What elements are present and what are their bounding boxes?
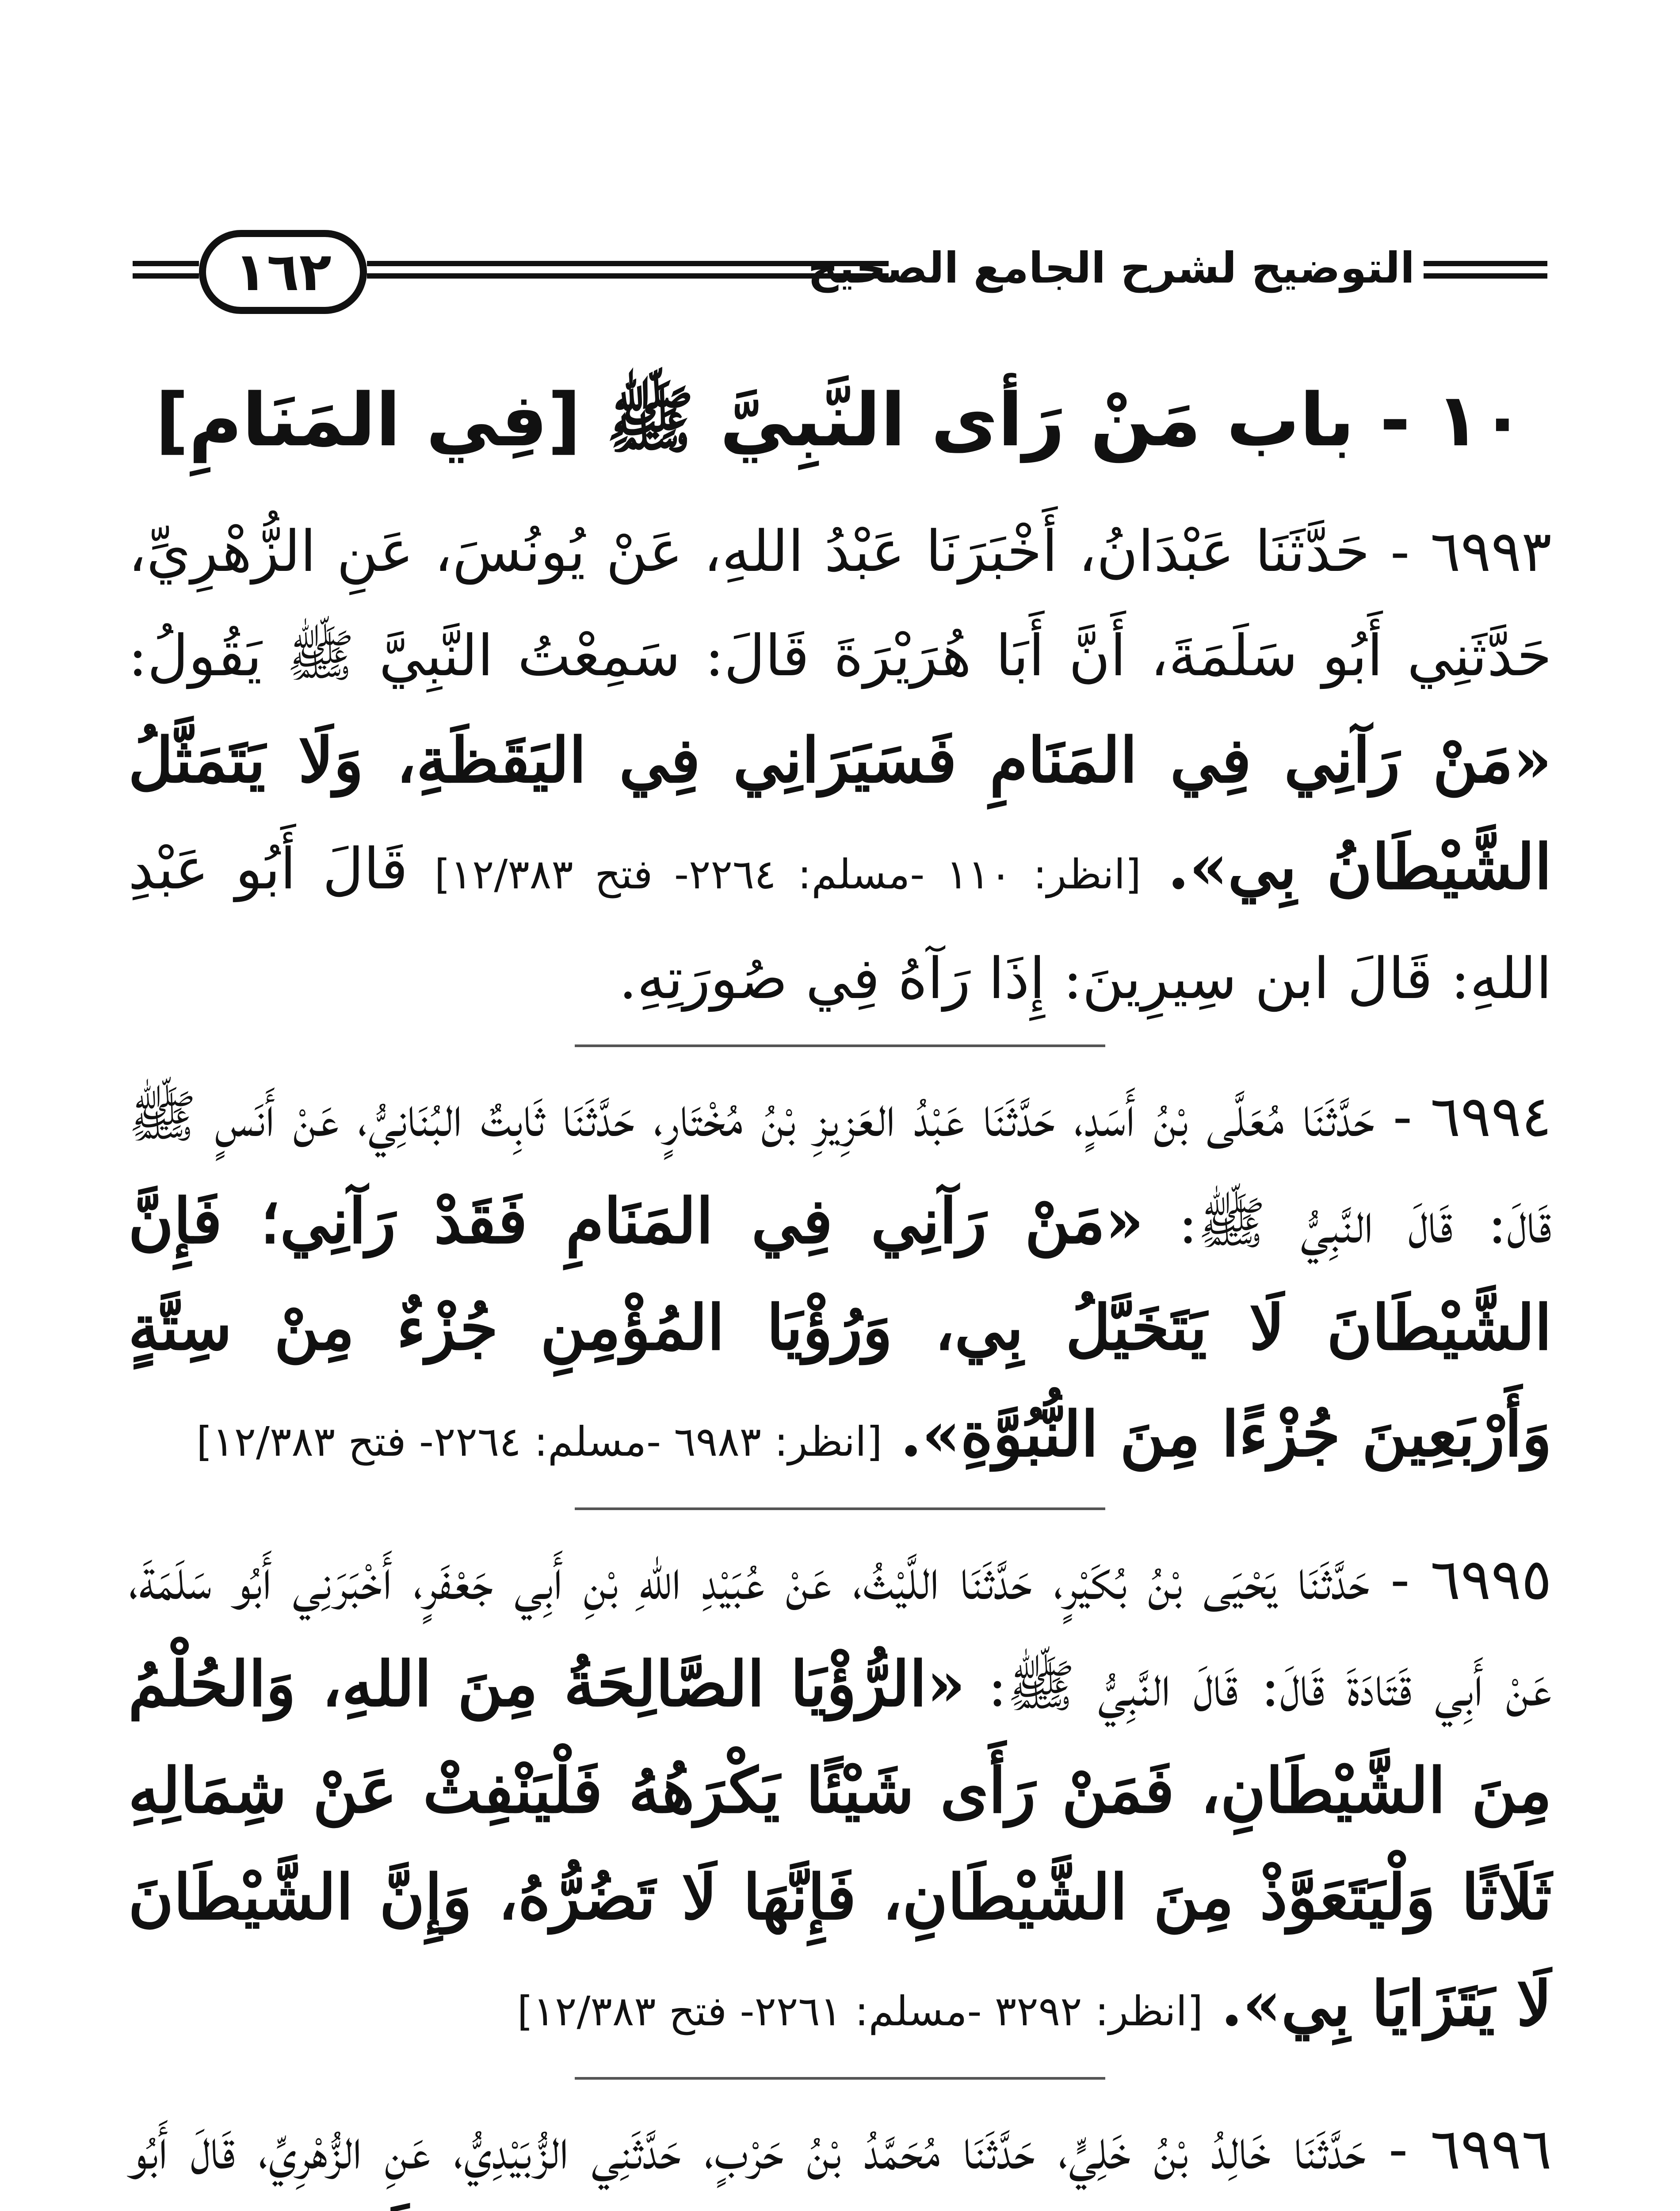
book-title: التوضيح لشرح الجامع الصحيح xyxy=(808,243,1415,293)
hadith-note: قَالَ أَبُو عَبْدِ اللهِ: قَالَ ابن سِيرِينَ: إِذَا رَآهُ فِي صُورَتِهِ. xyxy=(128,836,1552,1012)
hadith-6995 xyxy=(128,1528,1552,2064)
page-number: ١٦٢ xyxy=(199,230,367,314)
hadith-6993 xyxy=(128,500,1552,1031)
header-rule-right xyxy=(1424,261,1547,279)
hadith-isnad: - حَدَّثَنَا يَحْيَى بْنُ بُكَيْرٍ، حَدَّثَنَا اللَّيْثُ، عَنْ عُبَيْدِ اللهِ بْنِ أَبِي جَعْفَرٍ، أَخْبَرَنِي أَبُو سَلَمَةَ، عَنْ أَبِي قَتَادَةَ قَالَ: قَالَ النَّبِيُّ ﷺ: xyxy=(128,1547,1552,1719)
hadith-reference: [انظر: ٦٩٨٣ -مسلم: ٢٢٦٤- فتح ١٢/٣٨٣] xyxy=(196,1418,882,1465)
hadith-6994 xyxy=(128,1065,1552,1494)
hadith-matn: «الرُّؤْيَا الصَّالِحَةُ مِنَ اللهِ، وَالحُلْمُ مِنَ الشَّيْطَانِ، فَمَنْ رَأَى شَيْئًا يَكْرَهُهُ فَلْيَنْفِثْ عَنْ شِمَالِهِ ثَلَاثًا وَلْيَتَعَوَّذْ مِنَ الشَّيْطَانِ، فَإِنَّهَا لَا تَضُرُّهُ، وَإِنَّ الشَّيْطَانَ لَا يَتَزَايَا بِي». xyxy=(128,1648,1552,2040)
hadith-divider xyxy=(575,1044,1105,1047)
hadith-number: ٦٩٩٦ xyxy=(1430,2116,1552,2182)
hadith-number: ٦٩٩٣ xyxy=(1430,519,1552,585)
hadith-isnad: - حَدَّثَنَا خَالِدُ بْنُ خَلِيٍّ، حَدَّثَنَا مُحَمَّدُ بْنُ حَرْبٍ، حَدَّثَنِي الزُّبَيْدِيُّ، عَنِ الزُّهْرِيِّ، قَالَ أَبُو xyxy=(128,2116,1408,2182)
hadith-isnad: - حَدَّثَنَا عَبْدَانُ، أَخْبَرَنَا عَبْدُ اللهِ، عَنْ يُونُسَ، عَنِ الزُّهْرِيِّ، حَدَّثَنِي أَبُو سَلَمَةَ، أَنَّ أَبَا هُرَيْرَةَ قَالَ: سَمِعْتُ النَّبِيَّ ﷺ يَقُولُ: xyxy=(128,519,1552,689)
hadith-isnad: - حَدَّثَنَا مُعَلَّى بْنُ أَسَدٍ، حَدَّثَنَا عَبْدُ العَزِيزِ بْنُ مُخْتَارٍ، حَدَّثَنَا ثَابِتٌ البُنَانِيُّ، عَنْ أَنَسٍ ﷺ قَالَ: قَالَ النَّبِيُّ ﷺ: xyxy=(128,1084,1552,1256)
running-header xyxy=(133,230,1547,318)
hadith-reference: [انظر: ١١٠ -مسلم: ٢٢٦٤- فتح ١٢/٣٨٣] xyxy=(434,851,1142,898)
hadith-6996 xyxy=(128,2097,1552,2211)
hadith-number: ٦٩٩٥ xyxy=(1430,1547,1552,1613)
chapter-heading: ١٠ - باب مَنْ رَأى النَّبِيَّ ﷺ [فِي المَنَامِ] xyxy=(155,378,1525,463)
hadith-number: ٦٩٩٤ xyxy=(1430,1084,1552,1150)
hadith-reference: [انظر: ٣٢٩٢ -مسلم: ٢٢٦١- فتح ١٢/٣٨٣] xyxy=(517,1988,1203,2035)
hadith-divider xyxy=(575,1507,1105,1510)
hadith-divider xyxy=(575,2077,1105,2080)
hadith-matn: «مَنْ رَآنِي فِي المَنَامِ فَقَدْ رَآنِي؛ فَإِنَّ الشَّيْطَانَ لَا يَتَخَيَّلُ بِي، وَرُؤْيَا المُؤْمِنِ جُزْءٌ مِنْ سِتَّةٍ وَأَرْبَعِينَ جُزْءًا مِنَ النُّبُوَّةِ». xyxy=(128,1185,1552,1471)
hadith-matn: «مَنْ رَآنِي فِي المَنَامِ فَسَيَرَانِي فِي اليَقَظَةِ، وَلَا يَتَمَثَّلُ الشَّيْطَانُ بِي». xyxy=(128,724,1552,903)
header-rule-left xyxy=(133,261,199,279)
page-body xyxy=(128,367,1552,2211)
